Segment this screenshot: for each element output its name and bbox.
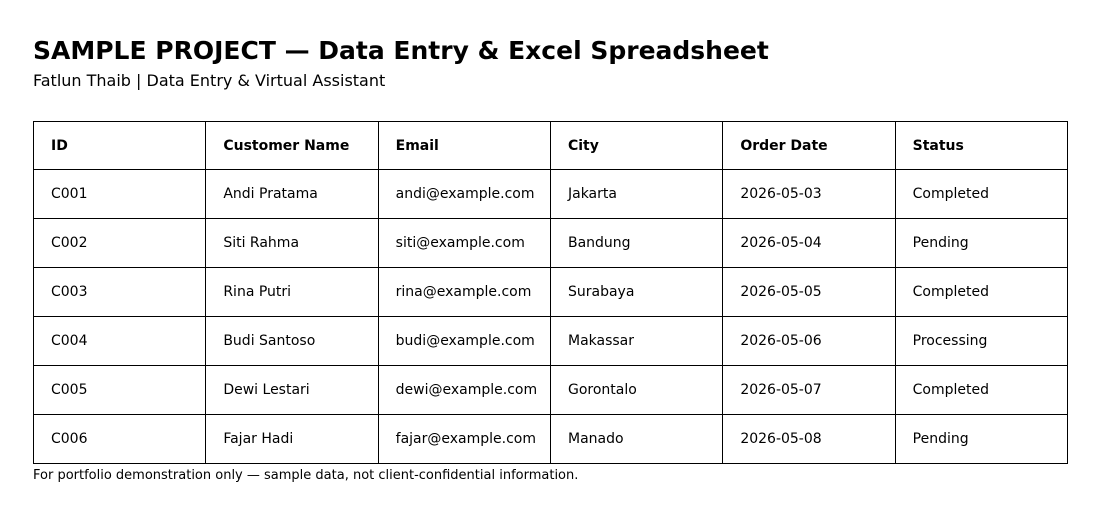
header-row: [34, 122, 1068, 170]
column-header-email: Email: [378, 122, 550, 170]
cell-city: Manado: [550, 415, 722, 464]
cell-city: Bandung: [550, 219, 722, 268]
cell-status: Completed: [895, 268, 1067, 317]
cell-email: rina@example.com: [378, 268, 550, 317]
cell-customer-name: Rina Putri: [206, 268, 378, 317]
cell-status: Processing: [895, 317, 1067, 366]
cell-id: C006: [34, 415, 206, 464]
cell-id: C003: [34, 268, 206, 317]
column-header-customer-name: Customer Name: [206, 122, 378, 170]
page-subtitle: Fatlun Thaib | Data Entry & Virtual Assistant: [33, 71, 386, 90]
cell-order-date: 2026-05-06: [723, 317, 895, 366]
cell-status: Pending: [895, 415, 1067, 464]
cell-order-date: 2026-05-03: [723, 170, 895, 219]
cell-status: Completed: [895, 366, 1067, 415]
cell-order-date: 2026-05-04: [723, 219, 895, 268]
column-header-status: Status: [895, 122, 1067, 170]
disclaimer-note: For portfolio demonstration only — sample data, not client-confidential information.: [33, 468, 579, 483]
cell-customer-name: Fajar Hadi: [206, 415, 378, 464]
cell-city: Makassar: [550, 317, 722, 366]
cell-id: C001: [34, 170, 206, 219]
column-header-id: ID: [34, 122, 206, 170]
cell-email: siti@example.com: [378, 219, 550, 268]
column-header-city: City: [550, 122, 722, 170]
cell-customer-name: Budi Santoso: [206, 317, 378, 366]
table-row: [34, 317, 1068, 366]
cell-email: fajar@example.com: [378, 415, 550, 464]
table-row: [34, 170, 1068, 219]
cell-customer-name: Andi Pratama: [206, 170, 378, 219]
cell-city: Surabaya: [550, 268, 722, 317]
table-row: [34, 268, 1068, 317]
table-row: [34, 415, 1068, 464]
column-header-order-date: Order Date: [723, 122, 895, 170]
table-body: [34, 170, 1068, 464]
table-row: [34, 366, 1068, 415]
cell-status: Pending: [895, 219, 1067, 268]
cell-order-date: 2026-05-05: [723, 268, 895, 317]
cell-email: andi@example.com: [378, 170, 550, 219]
cell-email: budi@example.com: [378, 317, 550, 366]
cell-id: C004: [34, 317, 206, 366]
cell-order-date: 2026-05-07: [723, 366, 895, 415]
cell-email: dewi@example.com: [378, 366, 550, 415]
page-title: SAMPLE PROJECT — Data Entry & Excel Spreadsheet: [33, 36, 769, 65]
table-row: [34, 219, 1068, 268]
cell-customer-name: Siti Rahma: [206, 219, 378, 268]
table-header: [34, 122, 1068, 170]
cell-city: Gorontalo: [550, 366, 722, 415]
cell-customer-name: Dewi Lestari: [206, 366, 378, 415]
customer-orders-table: [33, 121, 1068, 464]
cell-order-date: 2026-05-08: [723, 415, 895, 464]
cell-id: C005: [34, 366, 206, 415]
cell-id: C002: [34, 219, 206, 268]
cell-city: Jakarta: [550, 170, 722, 219]
cell-status: Completed: [895, 170, 1067, 219]
